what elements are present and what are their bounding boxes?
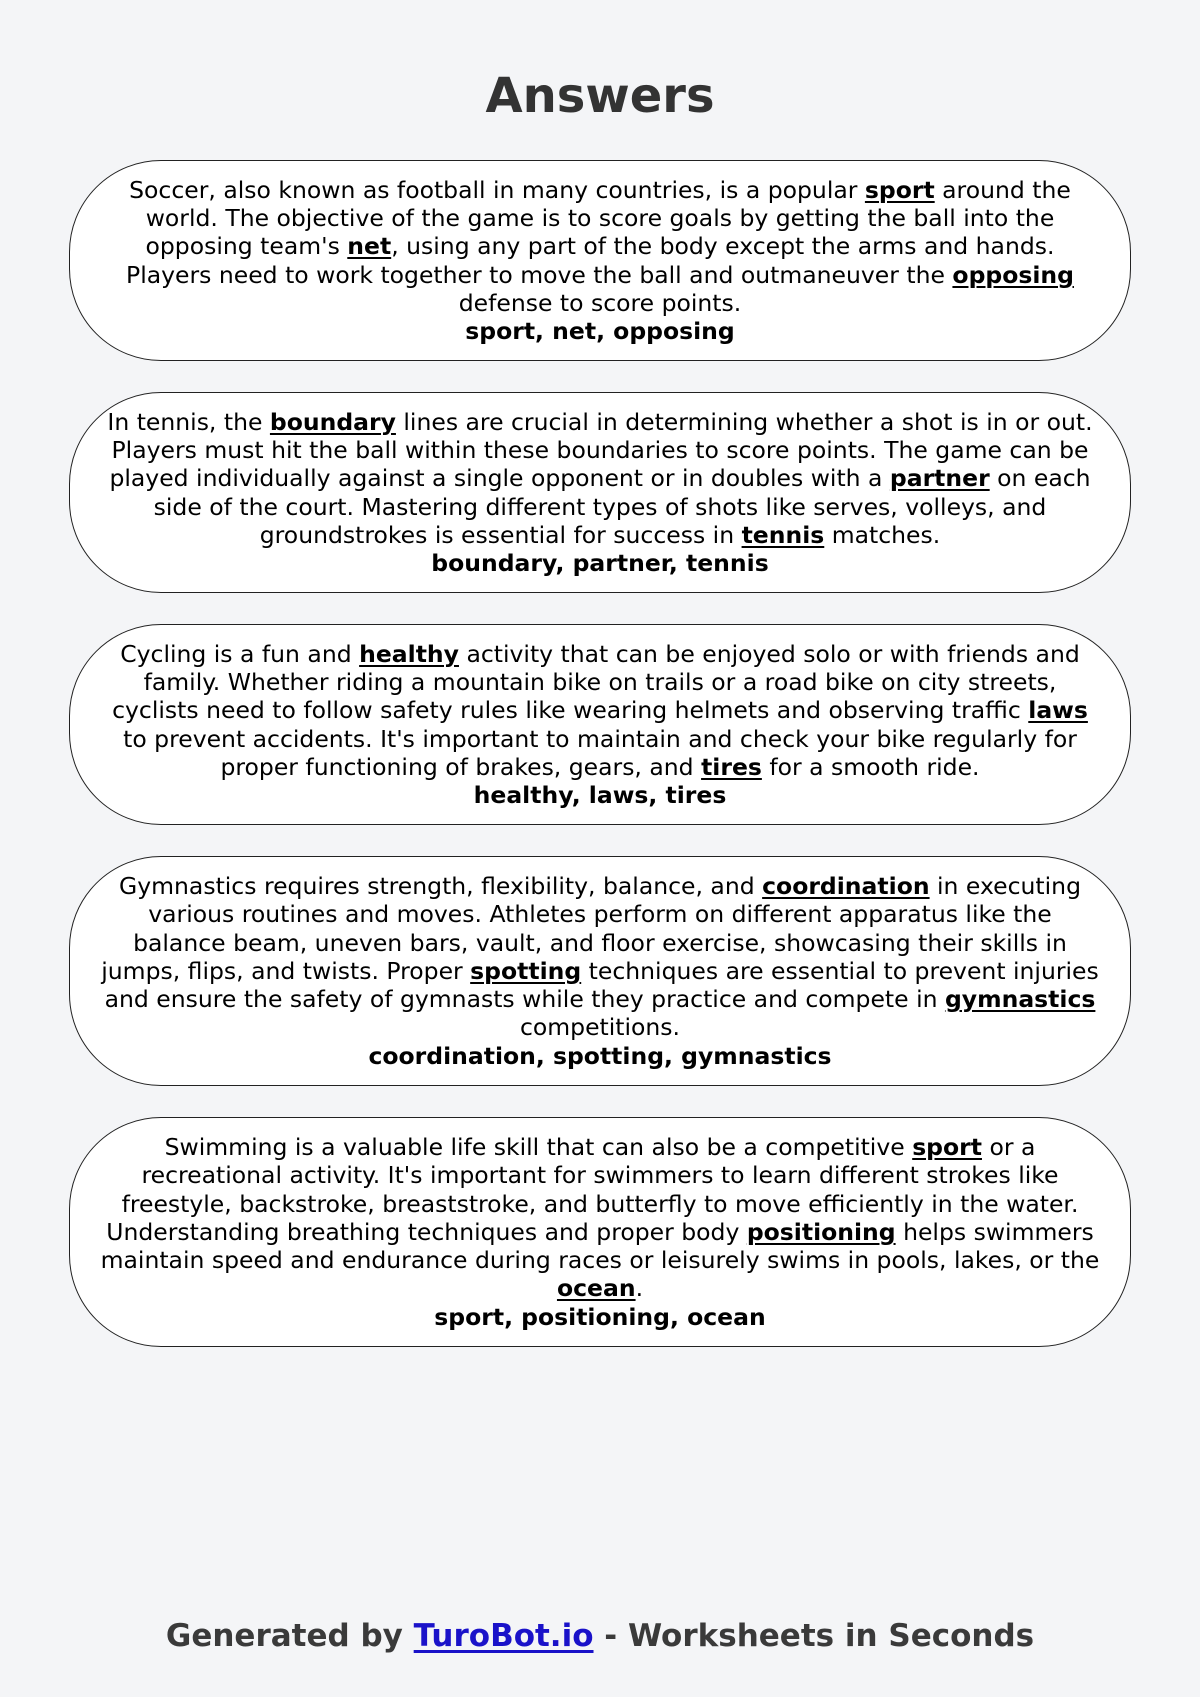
answer-word: tires — [701, 752, 762, 781]
passage-line: Swimming is a valuable life skill that can also be a competitive sport or a — [164, 1133, 1036, 1162]
passage-line: to prevent accidents. It's important to maintain and check your bike regularly for — [123, 724, 1077, 753]
answer-word: healthy — [359, 639, 459, 668]
answer-word: positioning — [746, 1217, 896, 1246]
page-title: Answers — [485, 68, 715, 124]
turobot-link[interactable]: TuroBot.io — [413, 1618, 594, 1654]
passage-card-soccer — [69, 160, 1131, 361]
passage-line: family. Whether riding a mountain bike on trails or a road bike on city streets, — [143, 668, 1057, 697]
answer-key: coordination, spotting, gymnastics — [368, 1041, 832, 1070]
passage-line: and ensure the safety of gymnasts while they practice and compete in gymnastics — [104, 985, 1096, 1014]
passage-card-tennis — [69, 392, 1131, 593]
passage-line: opposing team's net, using any part of the body except the arms and hands. — [145, 232, 1055, 261]
answer-key: boundary, partner, tennis — [431, 548, 769, 577]
answer-word: gymnastics — [944, 985, 1096, 1014]
passage-line: recreational activity. It's important for swimmers to learn different strokes like — [141, 1161, 1059, 1190]
passage-card-cycling — [69, 624, 1131, 825]
answer-word: tennis — [741, 520, 825, 549]
passage-line: various routines and moves. Athletes perform on different apparatus like the — [148, 900, 1052, 929]
answer-key: sport, net, opposing — [465, 316, 735, 345]
footer-prefix: Generated by — [165, 1618, 414, 1654]
passage-line: cyclists need to follow safety rules like wearing helmets and observing traffic laws — [112, 696, 1088, 725]
passage-text — [126, 176, 1074, 317]
answer-word: ocean — [556, 1274, 636, 1303]
answer-word: coordination — [762, 872, 930, 901]
footer-suffix: - Worksheets in Seconds — [593, 1618, 1035, 1654]
passage-line: balance beam, uneven bars, vault, and floor exercise, showcasing their skills in — [133, 928, 1067, 957]
passage-line: Soccer, also known as football in many countries, is a popular sport around the — [129, 175, 1071, 204]
passage-line: maintain speed and endurance during races or leisurely swims in pools, lakes, or the — [100, 1246, 1100, 1275]
passage-line: Understanding breathing techniques and proper body positioning helps swimmers — [106, 1217, 1094, 1246]
passage-line: In tennis, the boundary lines are crucial in determining whether a shot is in or out. — [107, 407, 1093, 436]
passage-line: groundstrokes is essential for success in tennis matches. — [259, 520, 941, 549]
passage-text — [107, 408, 1092, 549]
answer-word: boundary — [269, 407, 396, 436]
passage-line: defense to score points. — [458, 288, 742, 317]
answer-word: sport — [912, 1133, 982, 1162]
passage-line: competitions. — [519, 1013, 681, 1042]
answer-word: net — [347, 232, 392, 261]
passage-line: Players need to work together to move the ball and outmaneuver the opposing — [126, 260, 1074, 289]
footer-credit — [0, 1616, 1200, 1656]
answer-word: spotting — [470, 956, 582, 985]
passage-line: side of the court. Mastering different types of shots like serves, volleys, and — [153, 492, 1047, 521]
passage-line: Players must hit the ball within these boundaries to score points. The game can be — [111, 436, 1089, 465]
passage-line: proper functioning of brakes, gears, and tires for a smooth ride. — [220, 752, 980, 781]
passage-card-gymnastics — [69, 856, 1131, 1086]
passage-line: Gymnastics requires strength, flexibility, balance, and coordination in executing — [119, 872, 1081, 901]
passage-text — [112, 640, 1088, 781]
passage-line: ocean. — [556, 1274, 644, 1303]
passage-line: world. The objective of the game is to score goals by getting the ball into the — [145, 204, 1055, 233]
passage-text — [101, 872, 1099, 1041]
answer-key: healthy, laws, tires — [473, 780, 727, 809]
answer-word: sport — [864, 175, 935, 204]
answer-word: opposing — [952, 260, 1074, 289]
answer-key: sport, positioning, ocean — [434, 1302, 766, 1331]
passage-line: Cycling is a fun and healthy activity that can be enjoyed solo or with friends and — [120, 639, 1080, 668]
passage-card-swimming — [69, 1117, 1131, 1347]
passage-text — [101, 1133, 1100, 1302]
passage-line: played individually against a single opponent or in doubles with a partner on each — [109, 464, 1091, 493]
passage-line: freestyle, backstroke, breaststroke, and butterfly to move efficiently in the water. — [121, 1189, 1079, 1218]
answer-word: laws — [1028, 696, 1088, 725]
passage-line: jumps, flips, and twists. Proper spotting techniques are essential to prevent injuries — [101, 956, 1099, 985]
answer-word: partner — [889, 464, 990, 493]
